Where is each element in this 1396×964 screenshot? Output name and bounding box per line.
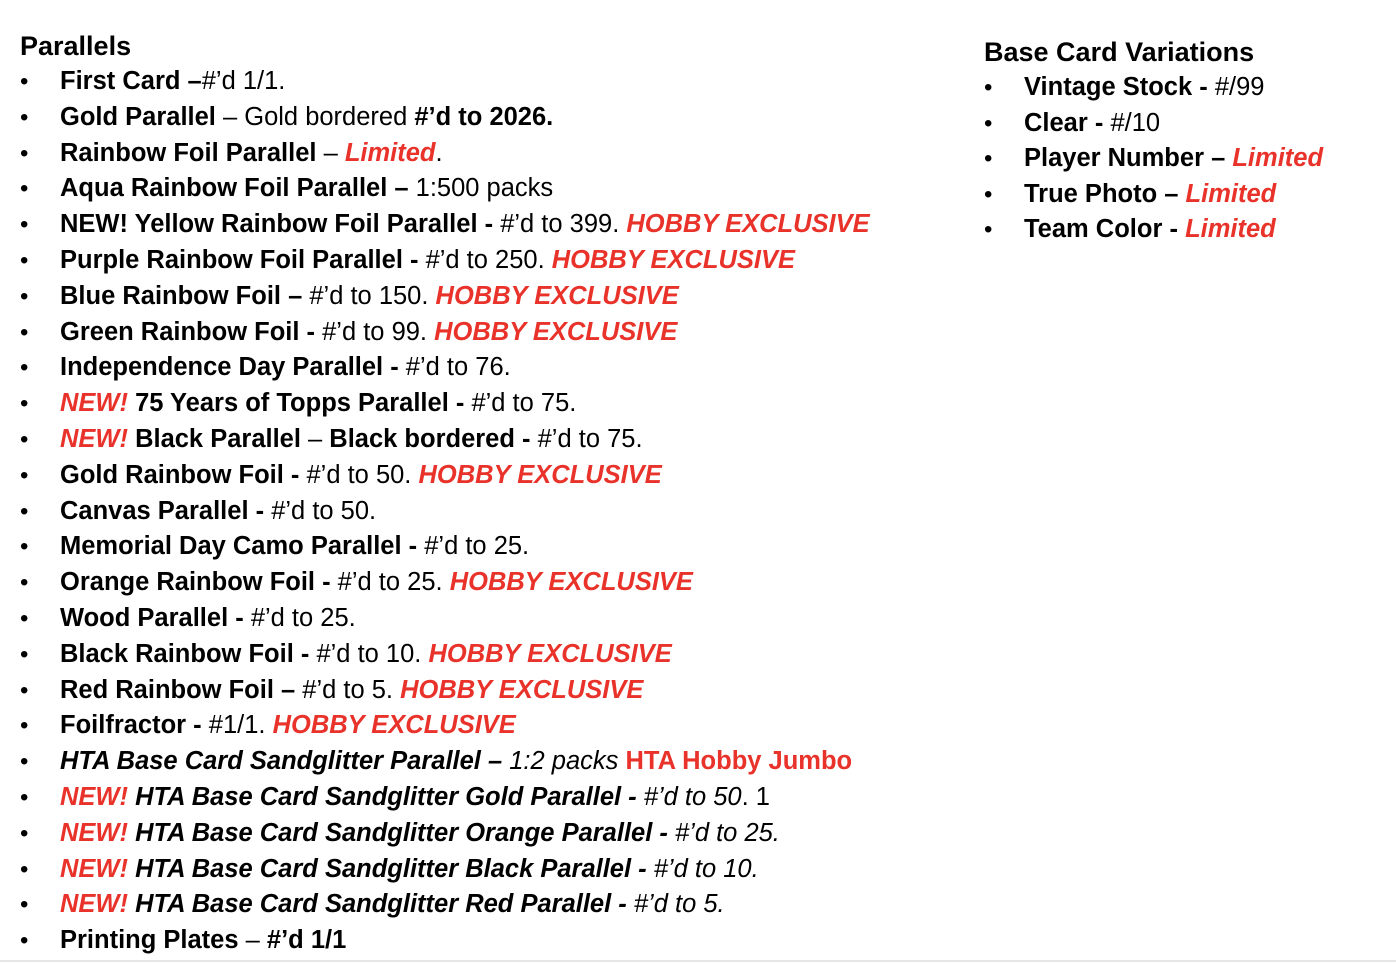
bullet-icon: • bbox=[20, 497, 29, 525]
item-text: Foilfractor - bbox=[60, 711, 202, 740]
bullet-icon: • bbox=[20, 819, 29, 847]
highlight-text: HTA Hobby Jumbo bbox=[625, 747, 853, 776]
list-item bbox=[20, 458, 960, 494]
item-text: #’d to 150. bbox=[302, 281, 436, 310]
highlight-text: Limited bbox=[1232, 144, 1324, 173]
item-text: #’d to 10. bbox=[646, 854, 759, 883]
item-text: #’d to 5. bbox=[295, 675, 401, 704]
item-text: #’d to 25. bbox=[417, 532, 530, 561]
highlight-text: HOBBY EXCLUSIVE bbox=[434, 317, 678, 346]
bullet-icon: • bbox=[20, 569, 29, 597]
bullet-icon: • bbox=[20, 354, 29, 382]
item-text: 75 Years of Topps Parallel - bbox=[127, 389, 465, 418]
highlight-text: Limited bbox=[344, 138, 436, 167]
item-text: Independence Day Parallel - bbox=[60, 353, 399, 382]
item-text: Blue Rainbow Foil – bbox=[60, 281, 303, 310]
item-text: Black Parallel bbox=[127, 424, 301, 453]
list-item bbox=[20, 923, 960, 959]
item-text: Memorial Day Camo Parallel - bbox=[60, 532, 418, 561]
item-text: Rainbow Foil Parallel bbox=[60, 138, 317, 167]
highlight-text: Limited bbox=[1185, 179, 1277, 208]
item-text: Clear - bbox=[1024, 108, 1104, 137]
highlight-text: HOBBY EXCLUSIVE bbox=[449, 568, 693, 597]
item-text: NEW! Yellow Rainbow Foil Parallel - bbox=[60, 210, 494, 239]
item-text: HTA Base Card Sandglitter Red Parallel - bbox=[127, 890, 627, 919]
item-text: #’d to 399. bbox=[493, 210, 627, 239]
highlight-text: NEW! bbox=[60, 854, 128, 883]
list-item bbox=[984, 177, 1384, 213]
bullet-icon: • bbox=[20, 783, 29, 811]
item-text: First Card – bbox=[60, 67, 202, 95]
bullet-icon: • bbox=[984, 180, 993, 208]
bullet-icon: • bbox=[20, 640, 29, 668]
list-item bbox=[20, 852, 960, 888]
list-item bbox=[20, 350, 960, 386]
list-item bbox=[984, 106, 1384, 142]
bullet-icon: • bbox=[20, 676, 29, 704]
item-text: Canvas Parallel - bbox=[60, 496, 265, 525]
item-text: True Photo – bbox=[1024, 179, 1179, 208]
item-text: HTA Base Card Sandglitter Orange Parallel - bbox=[127, 818, 668, 847]
bullet-icon: • bbox=[20, 139, 29, 167]
parallels-section bbox=[20, 30, 960, 959]
list-item bbox=[984, 70, 1384, 106]
item-text: #’d to 250. bbox=[418, 245, 552, 274]
list-item bbox=[20, 529, 960, 565]
highlight-text: HOBBY EXCLUSIVE bbox=[435, 281, 679, 310]
item-text: . 1 bbox=[741, 782, 770, 811]
item-text bbox=[1178, 180, 1185, 208]
list-item bbox=[20, 386, 960, 422]
highlight-text: NEW! bbox=[60, 818, 128, 847]
item-text: #’d to 50. bbox=[264, 496, 377, 525]
highlight-text: HOBBY EXCLUSIVE bbox=[400, 675, 644, 704]
bullet-icon: • bbox=[20, 246, 29, 274]
list-item bbox=[20, 100, 960, 136]
item-text: #’d to 75. bbox=[530, 424, 643, 453]
highlight-text: HOBBY EXCLUSIVE bbox=[272, 711, 516, 740]
item-text: Printing Plates bbox=[60, 926, 239, 955]
item-text: #’d to 50 bbox=[636, 782, 742, 811]
list-item bbox=[20, 708, 960, 744]
item-text: – bbox=[316, 138, 345, 167]
item-text: #’d to 99. bbox=[315, 317, 435, 346]
list-item bbox=[20, 780, 960, 816]
item-text: #’d to 10. bbox=[309, 639, 429, 668]
highlight-text: NEW! bbox=[60, 782, 128, 811]
item-text: – bbox=[238, 926, 267, 955]
item-text: #’d to 5. bbox=[626, 890, 725, 919]
item-text: – Gold bordered bbox=[215, 102, 415, 131]
variations-list bbox=[984, 70, 1384, 248]
list-item bbox=[20, 887, 960, 923]
list-item bbox=[20, 171, 960, 207]
bullet-icon: • bbox=[20, 533, 29, 561]
item-text: . bbox=[435, 138, 443, 167]
item-text: Team Color - bbox=[1024, 215, 1178, 244]
parallels-heading: Parallels bbox=[20, 31, 132, 61]
bullet-icon: • bbox=[20, 175, 29, 203]
bullet-icon: • bbox=[20, 748, 29, 776]
highlight-text: HOBBY EXCLUSIVE bbox=[428, 639, 672, 668]
list-item bbox=[20, 637, 960, 673]
item-text: Green Rainbow Foil - bbox=[60, 317, 316, 346]
bullet-icon: • bbox=[20, 425, 29, 453]
bullet-icon: • bbox=[20, 927, 29, 955]
parallels-list bbox=[20, 64, 960, 959]
item-text: #’d 1/1. bbox=[201, 67, 286, 95]
item-text: HTA Base Card Sandglitter Black Parallel - bbox=[127, 854, 647, 883]
item-text: #’d to 25. bbox=[330, 568, 450, 597]
item-text: #/99 bbox=[1207, 73, 1265, 101]
item-text: HTA Base Card Sandglitter Gold Parallel - bbox=[127, 782, 637, 811]
list-item bbox=[20, 207, 960, 243]
list-item bbox=[20, 64, 960, 100]
item-text: Vintage Stock - bbox=[1024, 73, 1208, 101]
list-item bbox=[20, 136, 960, 172]
list-item bbox=[20, 243, 960, 279]
highlight-text: HOBBY EXCLUSIVE bbox=[418, 460, 662, 489]
item-text bbox=[1178, 215, 1185, 243]
item-text: Gold Parallel bbox=[60, 102, 216, 131]
item-text: Wood Parallel - bbox=[60, 603, 244, 632]
bullet-icon: • bbox=[20, 103, 29, 131]
bullet-icon: • bbox=[20, 712, 29, 740]
highlight-text: NEW! bbox=[60, 389, 128, 418]
item-text: HTA Base Card Sandglitter Parallel – bbox=[60, 747, 503, 776]
page-bottom-divider bbox=[0, 960, 1396, 962]
item-text: Orange Rainbow Foil - bbox=[60, 568, 331, 597]
item-text: #’d to 25. bbox=[667, 818, 780, 847]
item-text: Aqua Rainbow Foil Parallel – bbox=[60, 174, 409, 203]
list-item bbox=[20, 494, 960, 530]
list-item bbox=[20, 565, 960, 601]
bullet-icon: • bbox=[20, 318, 29, 346]
list-item bbox=[20, 816, 960, 852]
bullet-icon: • bbox=[20, 390, 29, 418]
bullet-icon: • bbox=[20, 891, 29, 919]
item-text: #’d to 75. bbox=[464, 389, 577, 418]
list-item bbox=[20, 422, 960, 458]
highlight-text: HOBBY EXCLUSIVE bbox=[551, 245, 795, 274]
highlight-text: NEW! bbox=[60, 890, 128, 919]
list-item bbox=[984, 212, 1384, 248]
item-text: Purple Rainbow Foil Parallel - bbox=[60, 245, 419, 274]
list-item bbox=[20, 673, 960, 709]
item-text: Red Rainbow Foil – bbox=[60, 675, 296, 704]
item-text: #’d to 25. bbox=[243, 603, 356, 632]
bullet-icon: • bbox=[20, 604, 29, 632]
highlight-text: Limited bbox=[1185, 215, 1276, 244]
item-text: #’d to 50. bbox=[299, 460, 419, 489]
item-text: Black Rainbow Foil - bbox=[60, 639, 310, 668]
item-text: 1:500 packs bbox=[408, 174, 554, 203]
bullet-icon: • bbox=[20, 282, 29, 310]
item-text: Player Number – bbox=[1024, 144, 1226, 173]
item-text: Black bordered - bbox=[329, 424, 531, 453]
variations-heading: Base Card Variations bbox=[984, 37, 1255, 67]
item-text: #’d to 76. bbox=[398, 353, 511, 382]
highlight-text: NEW! bbox=[60, 424, 128, 453]
list-item bbox=[20, 315, 960, 351]
list-item bbox=[20, 279, 960, 315]
variations-section bbox=[984, 36, 1384, 248]
item-text: #/10 bbox=[1103, 108, 1161, 137]
bullet-icon: • bbox=[20, 855, 29, 883]
bullet-icon: • bbox=[984, 216, 993, 244]
bullet-icon: • bbox=[20, 211, 29, 239]
highlight-text: HOBBY EXCLUSIVE bbox=[626, 210, 870, 239]
bullet-icon: • bbox=[984, 74, 993, 101]
list-item bbox=[984, 141, 1384, 177]
item-text: #’d to 2026. bbox=[414, 102, 554, 131]
item-text: #’d 1/1 bbox=[266, 926, 347, 955]
item-text: – bbox=[300, 424, 330, 453]
item-text: #1/1. bbox=[201, 711, 273, 740]
list-item bbox=[20, 601, 960, 637]
bullet-icon: • bbox=[20, 68, 29, 95]
item-text: 1:2 packs bbox=[502, 747, 626, 776]
bullet-icon: • bbox=[984, 109, 993, 137]
list-item bbox=[20, 744, 960, 780]
bullet-icon: • bbox=[984, 145, 993, 173]
item-text: Gold Rainbow Foil - bbox=[60, 460, 300, 489]
bullet-icon: • bbox=[20, 461, 29, 489]
